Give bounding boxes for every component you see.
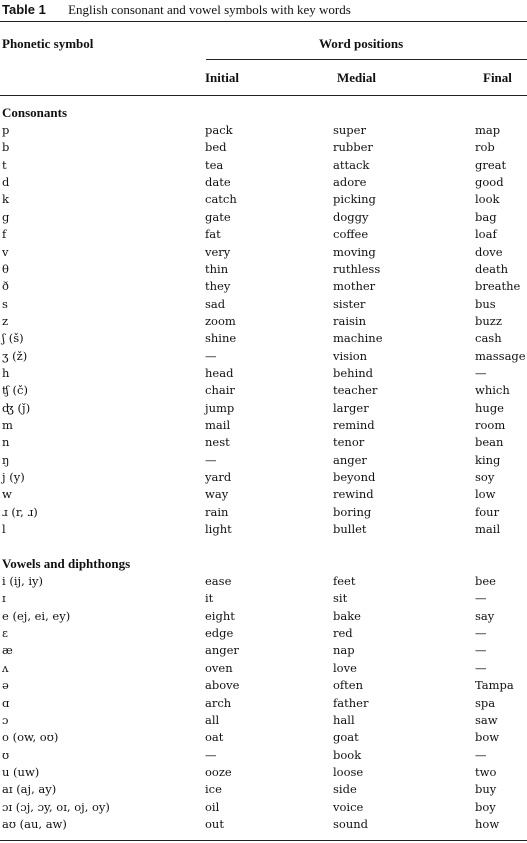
- table-row: [0, 486, 527, 503]
- symbol-cell: ɑ: [2, 695, 10, 710]
- medial-cell: side: [333, 782, 357, 797]
- final-cell: death: [475, 261, 509, 276]
- symbol-cell: ʤ (ǰ): [2, 400, 31, 415]
- symbol-cell: ɔ: [2, 712, 9, 727]
- symbol-cell: ʒ (ž): [2, 348, 28, 363]
- initial-cell: all: [205, 712, 220, 727]
- initial-cell: edge: [205, 626, 234, 640]
- table-row: [0, 521, 527, 538]
- medial-cell: nap: [333, 643, 355, 658]
- table-row: [0, 244, 527, 261]
- initial-cell: tea: [205, 157, 224, 172]
- symbol-cell: t: [2, 157, 7, 172]
- symbol-cell: d: [2, 175, 10, 190]
- final-cell: breathe: [475, 279, 521, 294]
- medial-cell: attack: [333, 157, 370, 172]
- final-cell: Tampa: [475, 678, 514, 693]
- final-cell: bow: [475, 730, 500, 745]
- symbol-cell: ʌ: [2, 660, 9, 675]
- table-title: English consonant and vowel symbols with key words: [68, 2, 351, 17]
- initial-cell: pack: [205, 123, 233, 137]
- symbol-cell: ɛ: [2, 626, 8, 640]
- symbol-cell: w: [2, 487, 12, 502]
- symbol-cell: ə: [2, 678, 9, 693]
- initial-cell: —: [205, 747, 217, 762]
- symbol-cell: h: [2, 365, 10, 380]
- medial-cell: anger: [333, 452, 367, 467]
- initial-cell: mail: [205, 418, 231, 432]
- medial-cell: ruthless: [333, 261, 381, 276]
- symbol-cell: b: [2, 140, 10, 155]
- initial-cell: it: [205, 591, 214, 606]
- medial-cell: goat: [333, 730, 359, 745]
- final-cell: —: [475, 643, 487, 658]
- symbol-cell: o (ow, oʊ): [2, 730, 59, 745]
- initial-cell: jump: [205, 400, 235, 415]
- final-cell: king: [475, 452, 501, 467]
- initial-cell: out: [205, 816, 224, 831]
- medial-cell: raisin: [333, 313, 367, 328]
- final-cell: huge: [475, 400, 504, 415]
- medial-cell: often: [333, 678, 364, 693]
- initial-cell: yard: [205, 470, 232, 484]
- final-cell: say: [475, 608, 495, 623]
- medial-cell: sister: [333, 296, 366, 311]
- medial-cell: hall: [333, 712, 355, 727]
- table-row: [0, 278, 527, 295]
- initial-cell: gate: [205, 209, 231, 224]
- table-row: [0, 764, 527, 781]
- medial-cell: mother: [333, 279, 376, 294]
- symbol-cell: i (ij, iy): [2, 574, 44, 588]
- medial-cell: moving: [333, 244, 376, 259]
- symbol-cell: p: [2, 123, 10, 137]
- table-row: [0, 382, 527, 399]
- initial-cell: —: [205, 452, 217, 467]
- medial-cell: super: [333, 123, 366, 137]
- symbol-cell: s: [2, 296, 8, 311]
- final-cell: spa: [475, 695, 496, 710]
- table-row: [0, 261, 527, 278]
- table-row: [0, 452, 527, 469]
- medial-cell: teacher: [333, 383, 378, 398]
- final-cell: —: [475, 365, 487, 380]
- symbol-cell: aɪ (aj, ay): [2, 782, 57, 797]
- table-row: [0, 781, 527, 798]
- final-cell: —: [475, 591, 487, 606]
- table-row: [0, 799, 527, 816]
- table-row: [0, 504, 527, 521]
- medial-cell: adore: [333, 175, 367, 190]
- table-row: [0, 660, 527, 677]
- header-medial: Medial: [337, 70, 376, 85]
- symbol-cell: k: [2, 192, 9, 207]
- medial-cell: larger: [333, 400, 369, 415]
- final-cell: dove: [475, 244, 503, 259]
- final-cell: loaf: [475, 227, 497, 242]
- initial-cell: ice: [205, 782, 222, 797]
- medial-cell: father: [333, 695, 369, 710]
- initial-cell: sad: [205, 296, 226, 311]
- medial-cell: tenor: [333, 435, 365, 450]
- table-row: [0, 313, 527, 330]
- initial-cell: chair: [205, 383, 235, 398]
- table-row: [0, 226, 527, 243]
- table-row: [0, 296, 527, 313]
- medial-cell: book: [333, 747, 362, 762]
- initial-cell: head: [205, 365, 234, 380]
- table-row: [0, 747, 527, 764]
- symbol-cell: v: [2, 244, 9, 259]
- medial-cell: boring: [333, 504, 372, 519]
- final-cell: which: [475, 383, 510, 398]
- medial-cell: sound: [333, 816, 368, 831]
- initial-cell: ooze: [205, 764, 232, 779]
- initial-cell: oven: [205, 660, 233, 675]
- final-cell: map: [475, 123, 501, 137]
- initial-cell: way: [205, 487, 229, 502]
- initial-cell: anger: [205, 643, 239, 658]
- final-cell: room: [475, 418, 506, 432]
- final-cell: cash: [475, 331, 502, 346]
- symbol-cell: aʊ (au, aw): [2, 816, 67, 831]
- initial-cell: very: [205, 244, 231, 259]
- header-initial: Initial: [205, 70, 239, 85]
- medial-cell: bake: [333, 608, 361, 623]
- symbol-cell: l: [2, 522, 6, 536]
- symbol-cell: æ: [2, 643, 13, 658]
- table-row: [0, 712, 527, 729]
- medial-cell: rubber: [333, 140, 373, 155]
- table-row: [0, 816, 527, 833]
- medial-cell: love: [333, 660, 357, 675]
- medial-cell: machine: [333, 331, 383, 346]
- table-row: [0, 608, 527, 625]
- header-word-positions: Word positions: [319, 36, 404, 51]
- table-row: [0, 400, 527, 417]
- medial-cell: feet: [333, 574, 356, 588]
- medial-cell: vision: [333, 348, 368, 363]
- table-row: [0, 174, 527, 191]
- symbol-cell: m: [2, 418, 13, 432]
- symbol-cell: u (uw): [2, 764, 40, 779]
- medial-cell: voice: [333, 799, 364, 814]
- initial-cell: zoom: [205, 313, 236, 328]
- final-cell: boy: [475, 799, 496, 814]
- final-cell: rob: [475, 140, 495, 155]
- header-rule: [0, 95, 527, 96]
- medial-cell: sit: [333, 591, 348, 606]
- table-row: [0, 677, 527, 694]
- table-row: [0, 330, 527, 347]
- initial-cell: eight: [205, 608, 235, 623]
- medial-cell: coffee: [333, 227, 369, 242]
- initial-cell: above: [205, 678, 240, 693]
- section-title: Consonants: [2, 105, 68, 120]
- final-cell: bus: [475, 296, 496, 311]
- table-row: [0, 642, 527, 659]
- initial-cell: oat: [205, 730, 224, 745]
- symbol-cell: θ: [2, 261, 9, 276]
- initial-cell: oil: [205, 799, 220, 814]
- symbol-cell: ʧ (č): [2, 383, 28, 398]
- symbol-cell: z: [2, 313, 9, 328]
- symbol-cell: g: [2, 209, 10, 224]
- top-rule: [0, 21, 527, 22]
- final-cell: buy: [475, 782, 497, 797]
- symbol-cell: ʊ: [2, 747, 10, 762]
- table-row: [0, 625, 527, 642]
- table-row: [0, 434, 527, 451]
- symbol-cell: j (y): [2, 470, 25, 484]
- table-label: Table 1: [2, 2, 46, 17]
- table-row: [0, 573, 527, 590]
- table-row: [0, 348, 527, 365]
- table-row: [0, 590, 527, 607]
- final-cell: how: [475, 816, 500, 831]
- symbol-cell: ɔɪ (ɔj, ɔy, oɪ, oj, oy): [2, 799, 110, 814]
- header-phonetic-symbol: Phonetic symbol: [2, 36, 94, 51]
- table-row: [0, 469, 527, 486]
- medial-cell: rewind: [333, 487, 374, 502]
- symbol-cell: e (ej, ei, ey): [2, 608, 71, 623]
- table-row: [0, 695, 527, 712]
- final-cell: —: [475, 660, 487, 675]
- table-row: [0, 209, 527, 226]
- bottom-rule: [0, 840, 527, 841]
- table-row: [0, 729, 527, 746]
- medial-cell: bullet: [333, 522, 367, 536]
- initial-cell: light: [205, 522, 232, 536]
- final-cell: great: [475, 157, 507, 172]
- final-cell: bee: [475, 574, 496, 588]
- table-row: [0, 191, 527, 208]
- medial-cell: remind: [333, 418, 375, 432]
- table-row: [0, 157, 527, 174]
- final-cell: buzz: [475, 313, 502, 328]
- header-final: Final: [483, 70, 512, 85]
- symbol-cell: ʃ (š): [2, 331, 24, 346]
- final-cell: soy: [475, 470, 495, 484]
- final-cell: massage: [475, 348, 526, 363]
- table-caption: [2, 1, 522, 19]
- initial-cell: shine: [205, 331, 237, 346]
- initial-cell: date: [205, 175, 231, 190]
- initial-cell: —: [205, 348, 217, 363]
- table-row: [0, 365, 527, 382]
- final-cell: four: [475, 504, 500, 519]
- final-cell: saw: [475, 712, 498, 727]
- medial-cell: doggy: [333, 209, 369, 224]
- medial-cell: beyond: [333, 470, 376, 484]
- final-cell: bean: [475, 435, 504, 450]
- symbol-cell: ŋ: [2, 452, 10, 467]
- section-title: Vowels and diphthongs: [2, 556, 131, 571]
- final-cell: mail: [475, 522, 501, 536]
- final-cell: —: [475, 626, 487, 640]
- medial-cell: loose: [333, 764, 364, 779]
- final-cell: look: [475, 192, 500, 207]
- final-cell: two: [475, 764, 497, 779]
- initial-cell: fat: [205, 227, 221, 242]
- initial-cell: ease: [205, 574, 232, 588]
- initial-cell: arch: [205, 695, 232, 710]
- medial-cell: red: [333, 626, 353, 640]
- symbol-cell: ð: [2, 279, 9, 294]
- final-cell: low: [475, 487, 496, 502]
- initial-cell: they: [205, 279, 231, 294]
- table-row: [0, 417, 527, 434]
- final-cell: —: [475, 747, 487, 762]
- table-row: [0, 122, 527, 139]
- initial-cell: bed: [205, 140, 227, 155]
- initial-cell: rain: [205, 504, 229, 519]
- group-rule: [206, 59, 527, 60]
- final-cell: bag: [475, 209, 497, 224]
- initial-cell: nest: [205, 435, 230, 450]
- symbol-cell: f: [2, 227, 7, 242]
- initial-cell: catch: [205, 192, 237, 207]
- symbol-cell: ɪ: [2, 591, 6, 606]
- medial-cell: picking: [333, 192, 376, 207]
- symbol-cell: n: [2, 435, 10, 450]
- initial-cell: thin: [205, 261, 229, 276]
- final-cell: good: [475, 175, 504, 190]
- table-row: [0, 139, 527, 156]
- symbol-cell: ɹ (r, ɹ): [2, 504, 38, 519]
- medial-cell: behind: [333, 365, 374, 380]
